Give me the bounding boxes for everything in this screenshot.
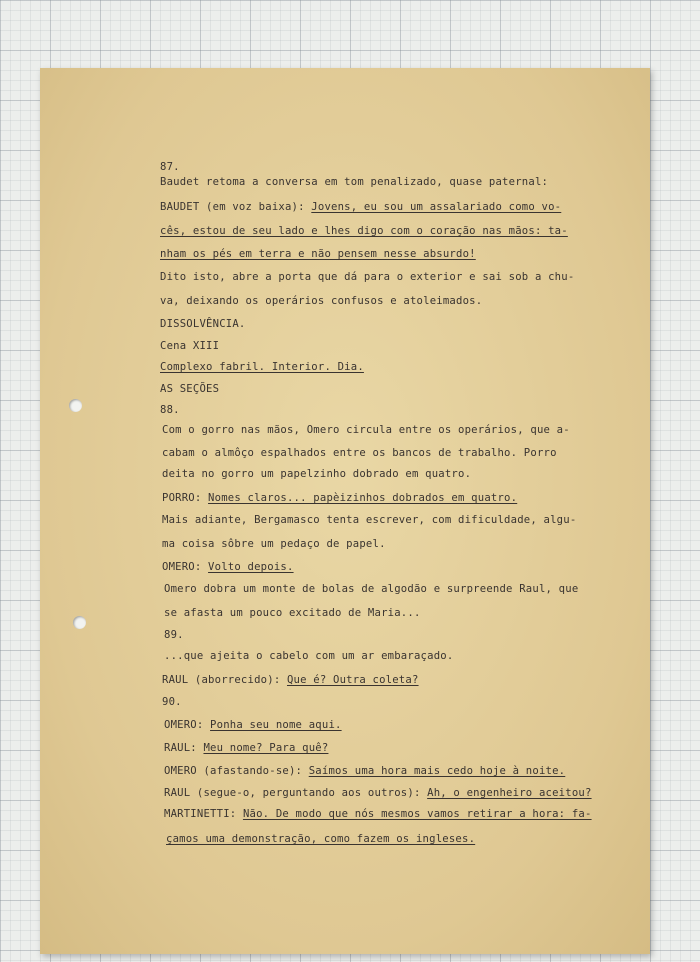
text-line [160, 361, 364, 373]
line-text: MARTINETTI: [164, 808, 243, 820]
text-line [162, 561, 294, 573]
text-line [162, 492, 517, 504]
text-line [160, 295, 482, 307]
underlined-dialogue: çamos uma demonstração, como fazem os ingleses. [166, 833, 476, 845]
line-text: RAUL (aborrecido): [162, 674, 287, 686]
text-line [162, 538, 386, 550]
text-line [164, 650, 453, 662]
line-text: AS SEÇÕES [160, 383, 220, 395]
text-line [164, 583, 578, 595]
line-text: RAUL (segue-o, perguntando aos outros): [164, 787, 428, 799]
line-text: Com o gorro nas mãos, Omero circula entre os operários, que a- [162, 424, 570, 436]
text-line [164, 787, 592, 799]
line-text: Dito isto, abre a porta que dá para o exterior e sai sob a chu- [160, 271, 575, 283]
line-text: OMERO (afastando-se): [164, 765, 309, 777]
underlined-dialogue: Saímos uma hora mais cedo hoje à noite. [308, 765, 566, 777]
text-line [164, 629, 184, 641]
text-line [160, 161, 180, 173]
underlined-dialogue: Complexo fabril. Interior. Dia. [160, 361, 364, 373]
text-line [160, 201, 561, 213]
line-text: cabam o almôço espalhados entre os bancos de trabalho. Porro [162, 447, 557, 459]
text-line [164, 719, 342, 731]
text-line [162, 514, 576, 526]
line-text: OMERO: [164, 719, 211, 731]
underlined-dialogue: Nomes claros... papèizinhos dobrados em quatro. [208, 492, 518, 504]
text-line [160, 225, 568, 237]
text-line [164, 808, 592, 820]
line-text: Baudet retoma a conversa em tom penalizado, quase paternal: [160, 176, 549, 188]
text-line [160, 248, 476, 260]
underlined-dialogue: Ponha seu nome aqui. [210, 719, 342, 731]
line-text: OMERO: [162, 561, 209, 573]
text-line [160, 404, 180, 416]
punch-hole-bottom [73, 616, 86, 629]
text-line [164, 765, 565, 777]
underlined-dialogue: Jovens, eu sou um assalariado como vo- [311, 201, 562, 213]
text-line [162, 424, 570, 436]
line-text: 87. [160, 161, 180, 173]
underlined-dialogue: Que é? Outra coleta? [286, 674, 419, 686]
text-line [160, 383, 219, 395]
line-text: va, deixando os operários confusos e atoleimados. [160, 295, 483, 307]
text-line [162, 468, 471, 480]
paper-sheet [40, 68, 650, 954]
line-text: Cena XIII [160, 340, 220, 352]
line-text: DISSOLVÊNCIA. [160, 318, 246, 330]
line-text: Mais adiante, Bergamasco tenta escrever, com dificuldade, algu- [162, 514, 577, 526]
text-line [162, 696, 182, 708]
line-text: Omero dobra um monte de bolas de algodão e surpreende Raul, que [164, 583, 579, 595]
text-line [160, 176, 548, 188]
underlined-dialogue: Volto depois. [208, 561, 294, 573]
line-text: PORRO: [162, 492, 209, 504]
line-text: se afasta um pouco excitado de Maria... [164, 607, 421, 619]
text-line [166, 833, 475, 845]
underlined-dialogue: Meu nome? Para quê? [203, 742, 329, 754]
line-text: ma coisa sôbre um pedaço de papel. [162, 538, 386, 550]
underlined-dialogue: cês, estou de seu lado e lhes digo com o coração nas mãos: ta- [160, 225, 568, 237]
line-text: RAUL: [164, 742, 204, 754]
text-line [164, 742, 328, 754]
line-text: 88. [160, 404, 180, 416]
punch-hole-top [69, 399, 82, 412]
line-text: deita no gorro um papelzinho dobrado em quatro. [162, 468, 472, 480]
text-line [160, 318, 246, 330]
text-line [160, 271, 574, 283]
text-line [160, 340, 219, 352]
text-line [162, 447, 557, 459]
line-text: 89. [164, 629, 184, 641]
line-text: ...que ajeita o cabelo com um ar embaraçado. [164, 650, 454, 662]
underlined-dialogue: nham os pés em terra e não pensem nesse absurdo! [160, 248, 476, 260]
line-text: BAUDET (em voz baixa): [160, 201, 312, 213]
underlined-dialogue: Não. De modo que nós mesmos vamos retirar a hora: fa- [242, 808, 592, 820]
line-text: 90. [162, 696, 182, 708]
text-line [164, 607, 421, 619]
underlined-dialogue: Ah, o engenheiro aceitou? [427, 787, 592, 799]
text-line [162, 674, 419, 686]
